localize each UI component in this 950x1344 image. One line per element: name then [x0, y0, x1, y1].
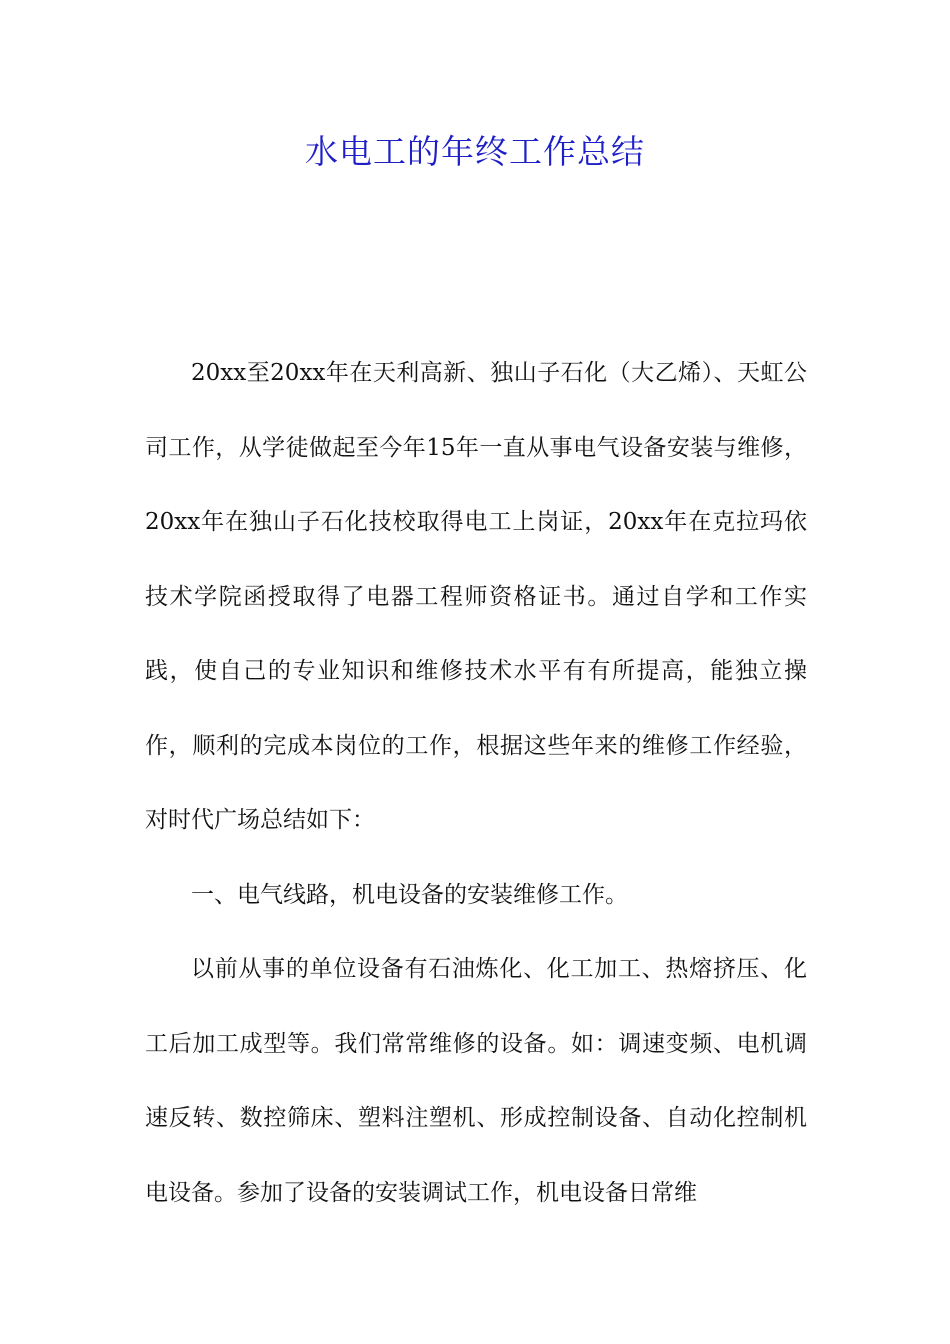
paragraph-section-heading-1: 一、电气线路，机电设备的安装维修工作。	[191, 881, 628, 908]
document-body	[145, 336, 807, 1230]
document-title: 水电工的年终工作总结	[305, 132, 645, 171]
paragraph-equipment: 以前从事的单位设备有石油炼化、化工加工、热熔挤压、化工后加工成型等。我们常常维修的设备。如：调速变频、电机调速反转、数控筛床、塑料注塑机、形成控制设备、自动化控制机电设备。参加了设备的安装调试工作，机电设备日常维	[145, 956, 807, 1206]
paragraph-intro: 20xx至20xx年在天利高新、独山子石化（大乙烯）、天虹公司工作，从学徒做起至今年15年一直从事电气设备安装与维修，20xx年在独山子石化技校取得电工上岗证，20xx年在克拉玛依技术学院函授取得了电器工程师资格证书。通过自学和工作实践，使自己的专业知识和维修技术水平有有所提高，能独立操作，顺利的完成本岗位的工作，根据这些年来的维修工作经验，对时代广场总结如下：	[145, 360, 807, 833]
